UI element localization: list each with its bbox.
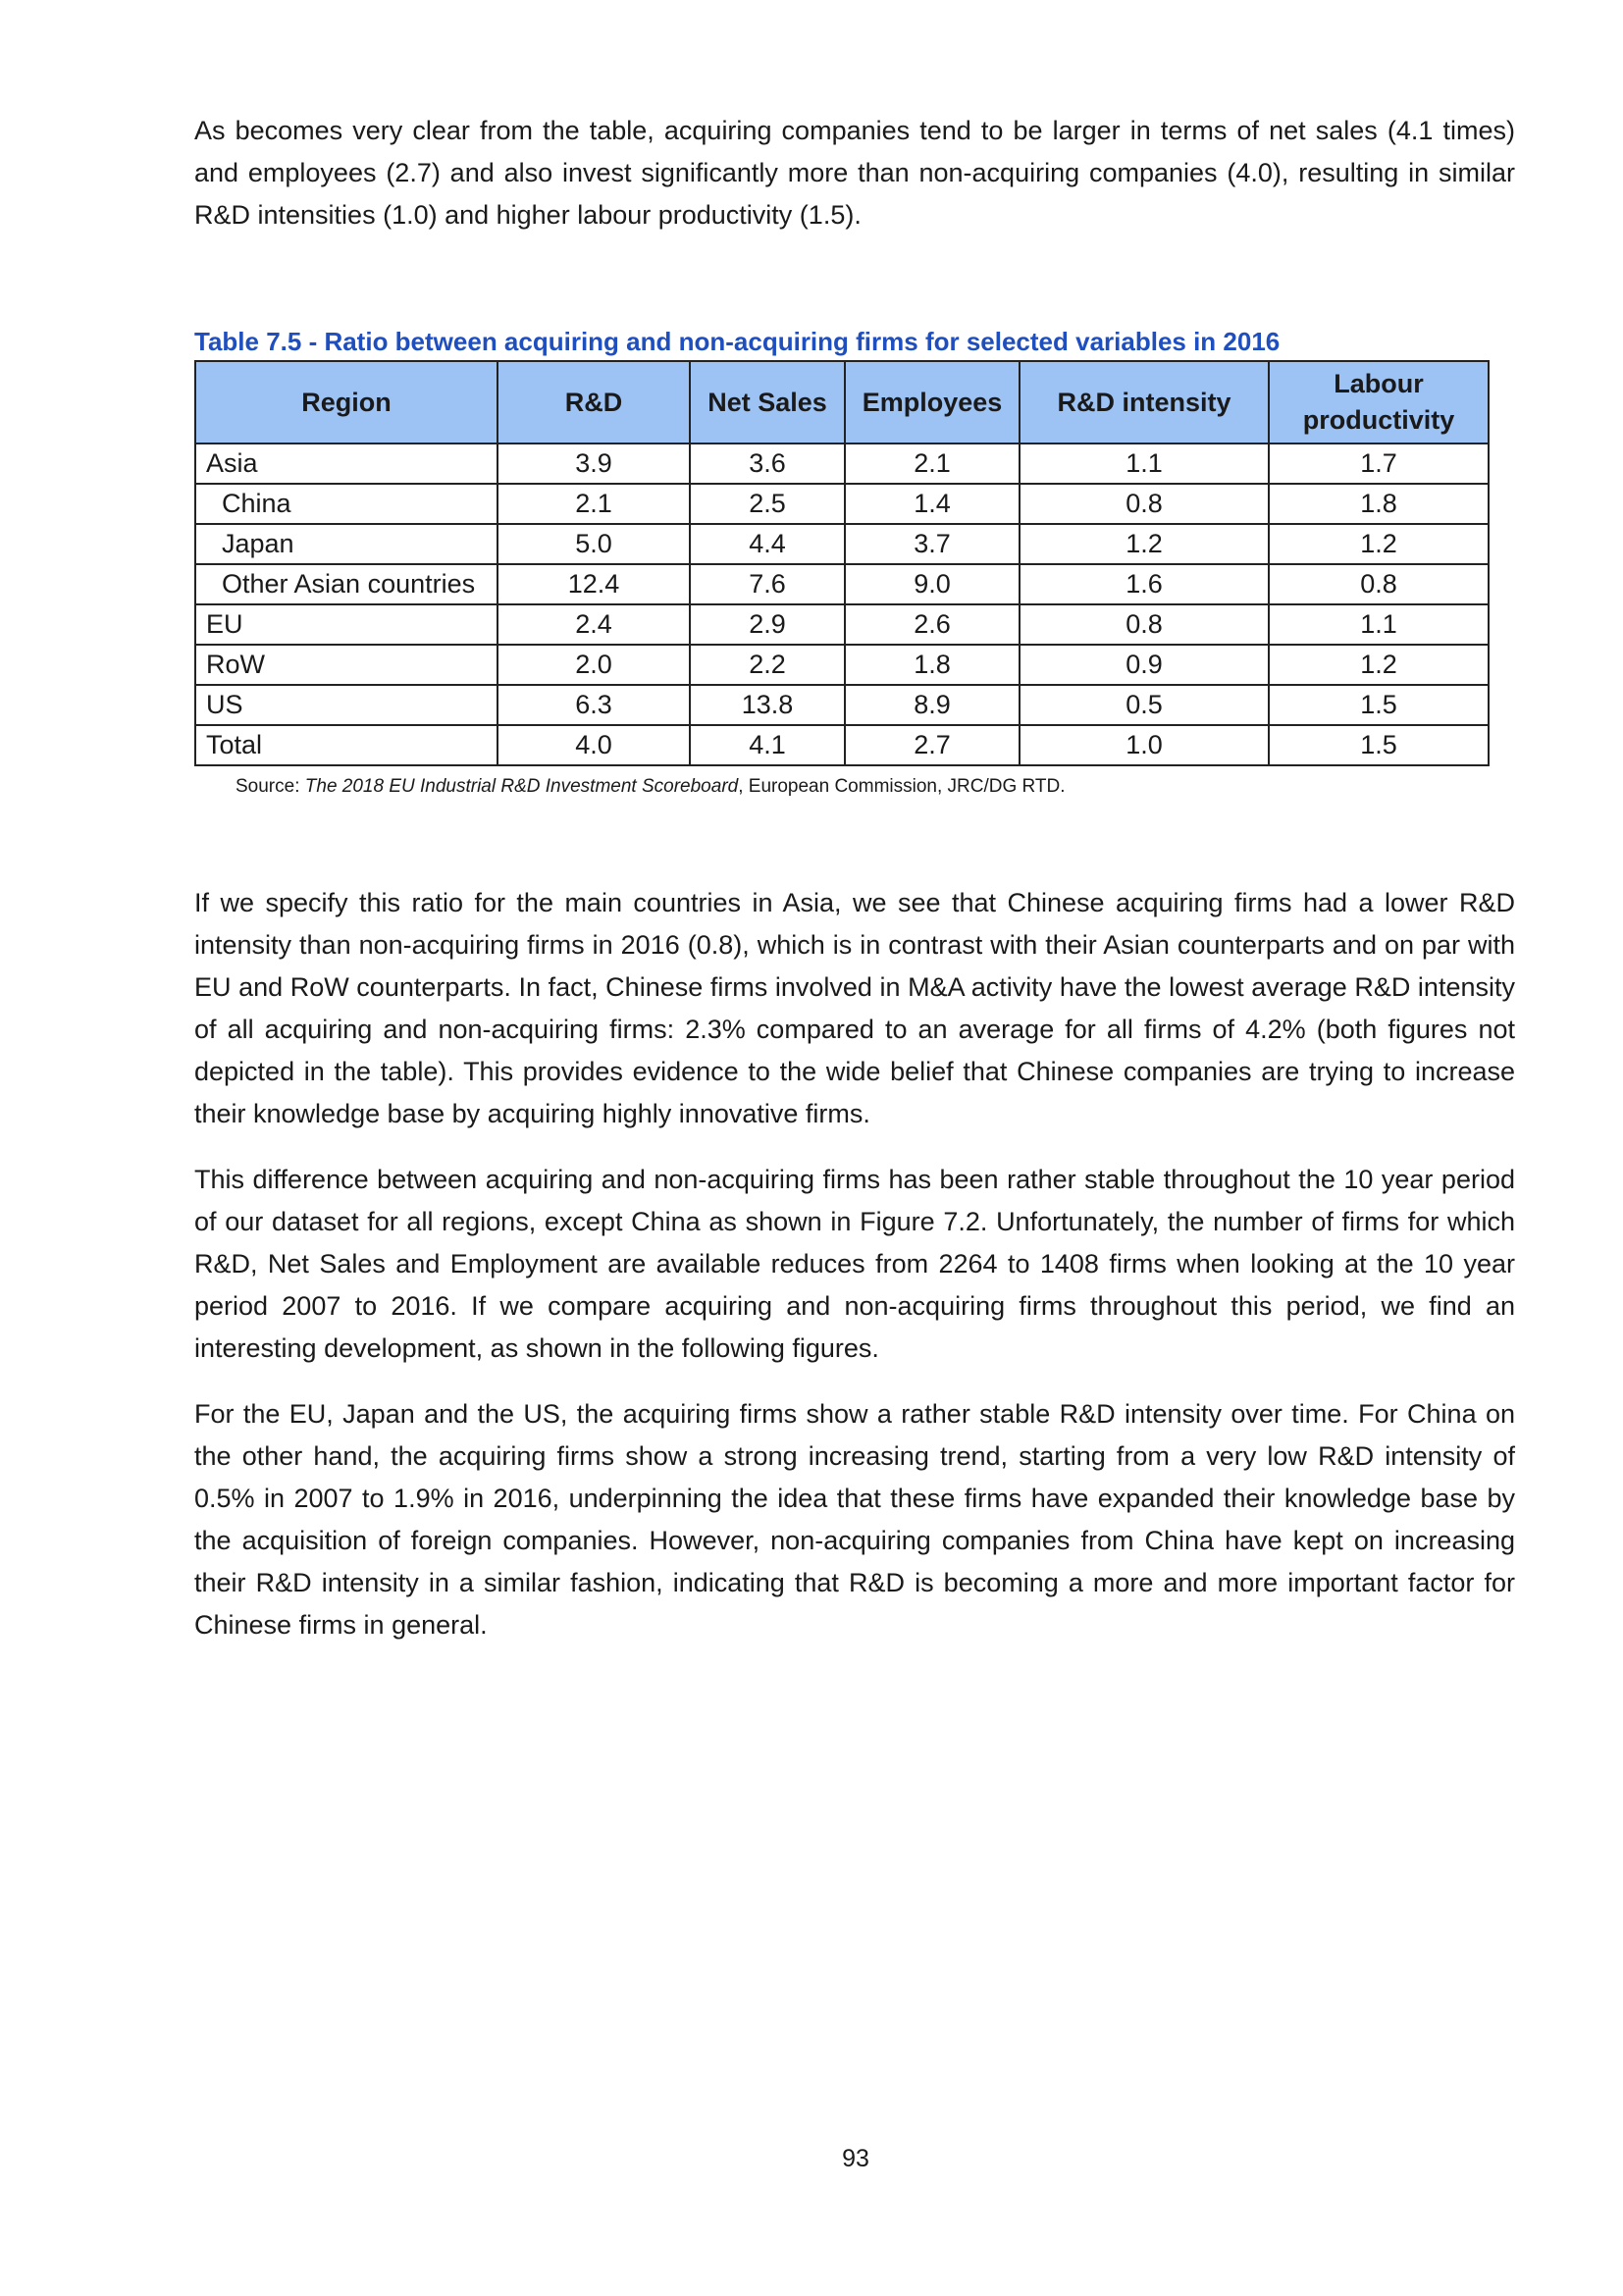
document-page — [194, 110, 1515, 1670]
cell-net-sales: 2.9 — [690, 604, 845, 645]
cell-region: China — [195, 484, 497, 524]
paragraph-trends: For the EU, Japan and the US, the acquiring firms show a rather stable R&D intensity over time. For China on the other hand, the acquiring firms show a strong increasing trend, starting from a very low R&D intensity of 0.5% in 2007 to 1.9% in 2016, underpinning the idea that these firms have expanded their knowledge base by the acquisition of foreign companies. However, non-acquiring companies from China have kept on increasing their R&D intensity in a similar fashion, indicating that R&D is becoming a more and more important factor for Chinese firms in general. — [194, 1399, 1515, 1640]
cell-employees: 9.0 — [845, 564, 1020, 604]
header-region: Region — [195, 361, 497, 444]
cell-rd: 2.1 — [497, 484, 690, 524]
table-row — [195, 685, 1489, 725]
cell-rd: 5.0 — [497, 524, 690, 564]
cell-region: Other Asian countries — [195, 564, 497, 604]
cell-labour-productivity: 1.7 — [1269, 444, 1489, 484]
body-text — [194, 882, 1515, 1646]
cell-rd: 12.4 — [497, 564, 690, 604]
paragraph-asia-analysis: If we specify this ratio for the main countries in Asia, we see that Chinese acquiring firms had a lower R&D intensity than non-acquiring firms in 2016 (0.8), which is in contrast with their Asian counterparts and on par with EU and RoW counterparts. In fact, Chinese firms involved in M&A activity have the lowest average R&D intensity of all acquiring and non-acquiring firms: 2.3% compared to an average for all firms of 4.2% (both figures not depicted in the table). This provides evidence to the wide belief that Chinese companies are trying to increase their knowledge base by acquiring highly innovative firms. — [194, 888, 1515, 1128]
cell-rd-intensity: 1.0 — [1020, 725, 1269, 765]
table-row — [195, 524, 1489, 564]
cell-labour-productivity: 1.8 — [1269, 484, 1489, 524]
cell-net-sales: 2.2 — [690, 645, 845, 685]
page-number: 93 — [842, 2145, 869, 2172]
cell-rd-intensity: 0.9 — [1020, 645, 1269, 685]
cell-labour-productivity: 1.1 — [1269, 604, 1489, 645]
cell-net-sales: 7.6 — [690, 564, 845, 604]
table-row — [195, 645, 1489, 685]
cell-labour-productivity: 1.5 — [1269, 725, 1489, 765]
header-employees: Employees — [845, 361, 1020, 444]
cell-net-sales: 2.5 — [690, 484, 845, 524]
cell-labour-productivity: 0.8 — [1269, 564, 1489, 604]
cell-rd: 2.4 — [497, 604, 690, 645]
cell-rd-intensity: 1.2 — [1020, 524, 1269, 564]
table-row — [195, 444, 1489, 484]
source-title: The 2018 EU Industrial R&D Investment Scoreboard — [304, 776, 739, 797]
cell-rd-intensity: 0.8 — [1020, 604, 1269, 645]
header-labour-productivity: Labour productivity — [1269, 361, 1489, 444]
source-suffix: , European Commission, JRC/DG RTD. — [738, 776, 1066, 797]
header-net-sales: Net Sales — [690, 361, 845, 444]
cell-employees: 3.7 — [845, 524, 1020, 564]
table-caption: Table 7.5 - Ratio between acquiring and non-acquiring firms for selected variables in 2016 — [194, 327, 1281, 356]
cell-rd: 6.3 — [497, 685, 690, 725]
ratio-table — [194, 360, 1490, 766]
cell-employees: 2.6 — [845, 604, 1020, 645]
intro-paragraph: As becomes very clear from the table, acquiring companies tend to be larger in terms of net sales (4.1 times) and employees (2.7) and also invest significantly more than non-acquiring companies (4.0), resulting in similar R&D intensities (1.0) and higher labour productivity (1.5). — [194, 116, 1515, 230]
cell-region: Asia — [195, 444, 497, 484]
cell-region: RoW — [195, 645, 497, 685]
cell-labour-productivity: 1.2 — [1269, 645, 1489, 685]
cell-employees: 2.1 — [845, 444, 1020, 484]
table-row — [195, 564, 1489, 604]
cell-rd: 4.0 — [497, 725, 690, 765]
cell-rd-intensity: 1.1 — [1020, 444, 1269, 484]
cell-rd-intensity: 0.8 — [1020, 484, 1269, 524]
cell-rd-intensity: 0.5 — [1020, 685, 1269, 725]
cell-region: Japan — [195, 524, 497, 564]
header-rd: R&D — [497, 361, 690, 444]
cell-net-sales: 4.4 — [690, 524, 845, 564]
cell-rd: 3.9 — [497, 444, 690, 484]
header-rd-intensity: R&D intensity — [1020, 361, 1269, 444]
source-prefix: Source: — [236, 776, 305, 797]
cell-net-sales: 13.8 — [690, 685, 845, 725]
cell-rd: 2.0 — [497, 645, 690, 685]
cell-region: EU — [195, 604, 497, 645]
cell-region: Total — [195, 725, 497, 765]
cell-rd-intensity: 1.6 — [1020, 564, 1269, 604]
cell-employees: 8.9 — [845, 685, 1020, 725]
cell-net-sales: 4.1 — [690, 725, 845, 765]
cell-labour-productivity: 1.5 — [1269, 685, 1489, 725]
table-row — [195, 725, 1489, 765]
table-source-note — [236, 774, 1515, 800]
paragraph-stability: This difference between acquiring and non-acquiring firms has been rather stable throughout the 10 year period of our dataset for all regions, except China as shown in Figure 7.2. Unfortunately, the number of firms for which R&D, Net Sales and Employment are available reduces from 2264 to 1408 firms when looking at the 10 year period 2007 to 2016. If we compare acquiring and non-acquiring firms throughout this period, we find an interesting development, as shown in the following figures. — [194, 1165, 1515, 1363]
table-header-row — [195, 361, 1489, 444]
cell-net-sales: 3.6 — [690, 444, 845, 484]
cell-employees: 2.7 — [845, 725, 1020, 765]
cell-region: US — [195, 685, 497, 725]
cell-employees: 1.8 — [845, 645, 1020, 685]
cell-labour-productivity: 1.2 — [1269, 524, 1489, 564]
cell-employees: 1.4 — [845, 484, 1020, 524]
table-row — [195, 484, 1489, 524]
table-row — [195, 604, 1489, 645]
